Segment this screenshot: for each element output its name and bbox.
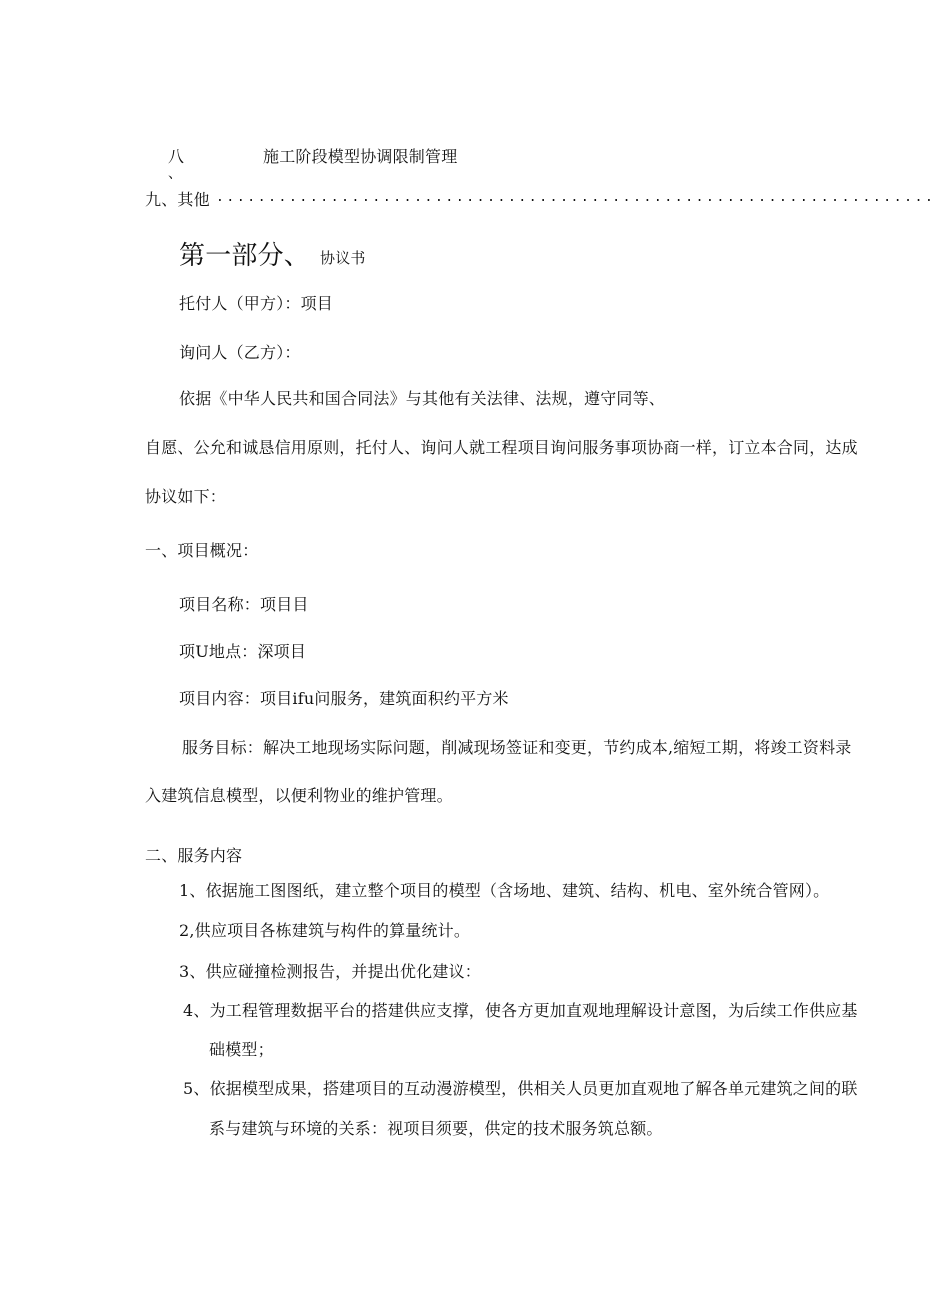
part1-heading: 第一部分、 — [179, 241, 311, 271]
service-item-5-line-1: 5、依据模型成果，搭建项目的互动漫游模型，供相关人员更加直观地了解各单元建筑之间的联 — [183, 1079, 858, 1098]
section1-title: 一、项目概况： — [145, 541, 259, 560]
project-name: 项目名称：项目目 — [179, 595, 309, 614]
preamble-line-2: 自愿、公允和诚恳信用原则，托付人、询问人就工程项目询问服务事项协商一样，订立本合同，达成 — [145, 438, 858, 457]
service-item-4-line-1: 4、为工程管理数据平台的搭建供应支撑，使各方更加直观地理解设计意图，为后续工作供应基 — [183, 1001, 858, 1020]
service-item-3: 3、供应碰撞检测报告，并提出优化建议： — [179, 962, 481, 981]
part1-subheading: 协议书 — [320, 249, 366, 267]
project-content: 项目内容：项目ifu问服务，建筑面积约平方米 — [179, 689, 509, 708]
consultant-party: 询问人（乙方）： — [179, 343, 301, 362]
service-goal-line-1: 服务目标：解决工地现场实际问题，削减现场签证和变更，节约成本,缩短工期，将竣工资料录 — [182, 738, 852, 757]
toc-item8-comma: 、 — [168, 166, 183, 182]
toc-item9-label: 九、其他 — [145, 190, 210, 209]
client-party: 托付人（甲方）：项目 — [179, 294, 334, 313]
service-goal-line-2: 入建筑信息模型，以便利物业的维护管理。 — [145, 786, 453, 805]
service-item-5-line-2: 系与建筑与环境的关系：视项目须要，供定的技术服务筑总额。 — [209, 1119, 663, 1138]
toc-item8-title: 施工阶段模型协调限制管理 — [263, 147, 458, 166]
preamble-line-3: 协议如下： — [145, 487, 227, 506]
service-item-2: 2,供应项目各栋建筑与构件的算量统计。 — [179, 921, 471, 940]
section2-title: 二、服务内容 — [145, 846, 243, 865]
toc-item8-number: 八 — [168, 147, 185, 166]
project-location: 项U地点：深项目 — [179, 642, 307, 661]
service-item-1: 1、依据施工图图纸，建立整个项目的模型（含场地、建筑、结构、机电、室外统合管网）。 — [179, 881, 830, 900]
preamble-line-1: 依据《中华人民共和国合同法》与其他有关法律、法规，遵守同等、 — [179, 389, 666, 408]
toc-item9-leader: ..................................................................... — [216, 190, 935, 205]
service-item-4-line-2: 础模型； — [209, 1040, 274, 1059]
